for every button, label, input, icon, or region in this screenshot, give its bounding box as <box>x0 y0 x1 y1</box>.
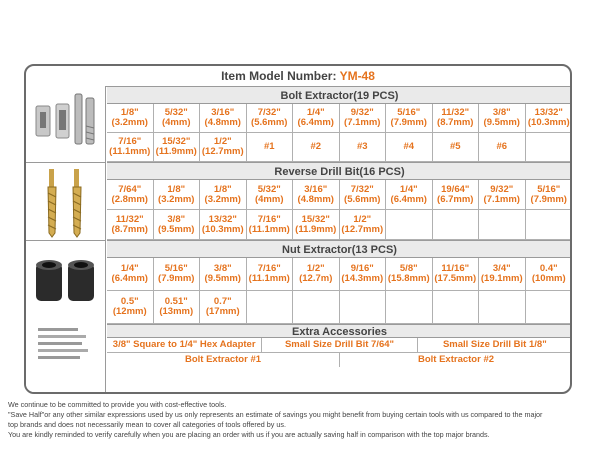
spec-cell <box>526 291 573 324</box>
spec-cell: 1/4" (6.4mm) <box>293 104 340 133</box>
spec-cell: 11/32" (8.7mm) <box>433 104 480 133</box>
spec-cell: #2 <box>293 133 340 162</box>
model-title <box>26 66 570 87</box>
spec-cell <box>479 210 526 240</box>
spec-cell: #1 <box>247 133 294 162</box>
disclaimer-line: We continue to be committed to provide you with cost-effective tools. <box>8 400 227 409</box>
spec-cell <box>479 291 526 324</box>
spec-cell: 0.51" (13mm) <box>154 291 201 324</box>
model-label: Item Model Number: <box>221 69 340 83</box>
spec-cell <box>526 210 573 240</box>
bolt-extractor-set-image <box>26 86 106 163</box>
spec-cell: 1/4" (6.4mm) <box>107 258 154 291</box>
accessories-row <box>107 353 572 367</box>
spec-cell: #6 <box>479 133 526 162</box>
accessory-item: 3/8" Square to 1/4" Hex Adapter <box>107 338 262 352</box>
disclaimer-line: top brands and does not necessarily mean to cover all categories of tools offered by us. <box>8 420 286 429</box>
spec-cell: 1/8" (3.2mm) <box>107 104 154 133</box>
spec-cell: #3 <box>340 133 387 162</box>
product-spec-card <box>24 64 572 394</box>
spec-cell: 7/32" (5.6mm) <box>247 104 294 133</box>
spec-cell: 15/32" (11.9mm) <box>154 133 201 162</box>
nut-extractor-grid <box>107 258 572 324</box>
spec-cell: 7/16" (11.1mm) <box>247 210 294 240</box>
spec-cell: #4 <box>386 133 433 162</box>
spec-cell <box>433 291 480 324</box>
accessory-item: Bolt Extractor #2 <box>417 354 495 365</box>
spec-cell: 1/4" (6.4mm) <box>386 180 433 210</box>
spec-cell: 0.7" (17mm) <box>200 291 247 324</box>
disclaimer-line: "Save Half"or any other similar expressions used by us only represents an estimate of savings you might benefit from buying certain tools with us compared to the major <box>8 410 543 419</box>
spec-cell: 13/32" (10.3mm) <box>200 210 247 240</box>
spec-cell: 7/16" (11.1mm) <box>107 133 154 162</box>
spec-cell: 3/16" (4.8mm) <box>293 180 340 210</box>
spec-cell: 13/32" (10.3mm) <box>526 104 573 133</box>
spec-cell: 19/64" (6.7mm) <box>433 180 480 210</box>
spec-cell: 0.5" (12mm) <box>107 291 154 324</box>
disclaimer-line: You are kindly reminded to verify carefully when you are placing an order with us if you are actually saving half in comparison with the top major brands. <box>8 430 490 439</box>
spec-cell: 1/2" (12.7mm) <box>340 210 387 240</box>
section-header-bolt-extractor: Bolt Extractor(19 PCS) <box>107 86 572 104</box>
spec-cell: 11/32" (8.7mm) <box>107 210 154 240</box>
spec-cell: #5 <box>433 133 480 162</box>
spec-cell: 5/16" (7.9mm) <box>386 104 433 133</box>
spec-cell: 3/16" (4.8mm) <box>200 104 247 133</box>
accessory-item: Bolt Extractor #1 <box>107 353 340 367</box>
spec-cell: 0.4" (10mm) <box>526 258 573 291</box>
disclaimer-text <box>8 400 592 440</box>
spec-cell: 5/16" (7.9mm) <box>154 258 201 291</box>
bolt-extractor-grid <box>107 104 572 162</box>
nut-extractor-image <box>26 241 106 325</box>
spec-cell: 5/16" (7.9mm) <box>526 180 573 210</box>
spec-cell: 9/16" (14.3mm) <box>340 258 387 291</box>
spec-cell: 5/32" (4mm) <box>247 180 294 210</box>
spec-cell: 3/8" (9.5mm) <box>200 258 247 291</box>
spec-cell: 3/4" (19.1mm) <box>479 258 526 291</box>
spec-cell: 7/64" (2.8mm) <box>107 180 154 210</box>
spec-cell: 9/32" (7.1mm) <box>479 180 526 210</box>
section-header-reverse-drill-bit: Reverse Drill Bit(16 PCS) <box>107 162 572 180</box>
section-header-nut-extractor: Nut Extractor(13 PCS) <box>107 240 572 258</box>
spec-cell: 7/32" (5.6mm) <box>340 180 387 210</box>
spec-cell: 5/8" (15.8mm) <box>386 258 433 291</box>
spec-cell: 1/2" (12.7m) <box>293 258 340 291</box>
spec-cell: 1/8" (3.2mm) <box>200 180 247 210</box>
spec-cell: 5/32" (4mm) <box>154 104 201 133</box>
spec-cell: 3/8" (9.5mm) <box>154 210 201 240</box>
spec-cell: 9/32" (7.1mm) <box>340 104 387 133</box>
reverse-drill-bit-grid <box>107 180 572 240</box>
spec-cell: 11/16" (17.5mm) <box>433 258 480 291</box>
spec-cell: 7/16" (11.1mm) <box>247 258 294 291</box>
model-number: YM-48 <box>339 69 375 83</box>
spec-cell: 1/8" (3.2mm) <box>154 180 201 210</box>
spec-cell <box>340 291 387 324</box>
section-header-accessories: Extra Accessories <box>107 324 572 338</box>
accessories-grid <box>107 338 572 367</box>
spec-cell: 1/2" (12.7mm) <box>200 133 247 162</box>
spec-cell <box>433 210 480 240</box>
spec-cell: 15/32" (11.9mm) <box>293 210 340 240</box>
spec-cell <box>386 210 433 240</box>
spec-cell <box>247 291 294 324</box>
accessory-item: Small Size Drill Bit 7/64" <box>262 338 417 352</box>
drill-bit-image <box>26 163 106 241</box>
accessory-item: Small Size Drill Bit 1/8" <box>442 339 547 350</box>
spec-cell <box>293 291 340 324</box>
spec-cell: 3/8" (9.5mm) <box>479 104 526 133</box>
accessories-image <box>26 324 106 392</box>
accessories-row <box>107 338 572 353</box>
spec-cell <box>526 133 573 162</box>
spec-cell <box>386 291 433 324</box>
